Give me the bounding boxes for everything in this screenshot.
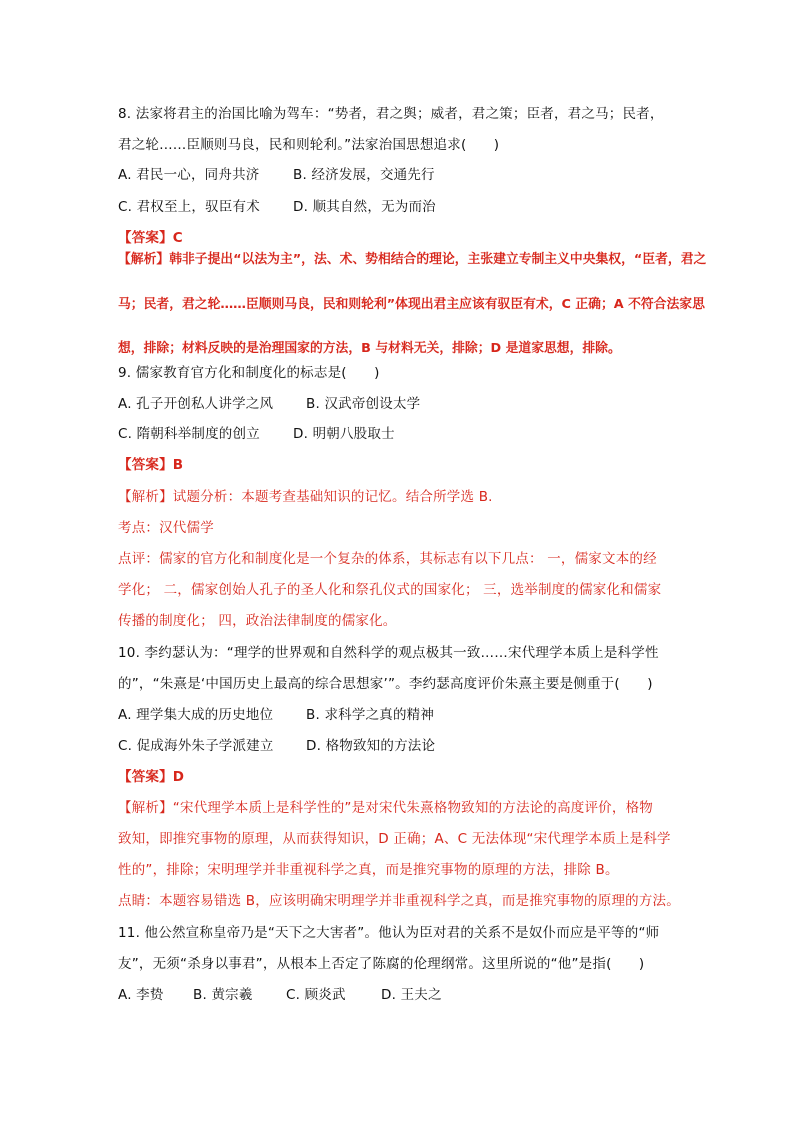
q9-option-d: D. 明朝八股取士 [293, 426, 395, 442]
q8-answer: 【答案】C [118, 230, 183, 246]
q9-option-c: C. 隋朝科举制度的创立 [118, 426, 260, 442]
q9-comment-line3: 传播的制度化； 四，政治法律制度的儒家化。 [118, 613, 397, 629]
q9-option-a: A. 孔子开创私人讲学之风 [118, 396, 274, 412]
q10-analysis-line3: 性的”，排除；宋明理学并非重视科学之真，而是推究事物的原理的方法，排除 B。 [118, 862, 619, 878]
q8-analysis-line1: 【解析】韩非子提出“以法为主”，法、术、势相结合的理论，主张建立专制主义中央集权，“臣者，君之 [118, 252, 707, 267]
q10-analysis-line2: 致知，即推究事物的原理，从而获得知识，D 正确；A、C 无法体现“宋代理学本质上是科学 [118, 831, 671, 847]
q8-option-d: D. 顺其自然，无为而治 [293, 199, 436, 215]
q8-option-c: C. 君权至上，驭臣有术 [118, 199, 260, 215]
q8-analysis-line2: 马；民者，君之轮……臣顺则马良，民和则轮利”体现出君主应该有驭臣有术，C 正确；A 不符合法家思 [118, 297, 705, 312]
q10-option-b: B. 求科学之真的精神 [306, 707, 435, 723]
q9-comment-line1: 点评：儒家的官方化和制度化是一个复杂的体系，其标志有以下几点： 一，儒家文本的经 [118, 551, 657, 567]
q10-option-c: C. 促成海外朱子学派建立 [118, 738, 274, 754]
q11-option-a: A. 李贽 [118, 987, 164, 1003]
q8-option-a: A. 君民一心，同舟共济 [118, 167, 260, 183]
q9-option-b: B. 汉武帝创设太学 [306, 396, 421, 412]
q9-comment-line2: 学化； 二，儒家创始人孔子的圣人化和祭孔仪式的国家化； 三，选举制度的儒家化和儒家 [118, 582, 662, 598]
q8-stem-line1: 8. 法家将君主的治国比喻为驾车：“势者，君之舆；威者，君之策；臣者，君之马；民者， [118, 106, 664, 122]
q10-answer: 【答案】D [118, 769, 185, 785]
q8-stem-line2: 君之轮……臣顺则马良，民和则轮利。”法家治国思想追求( ) [118, 137, 500, 153]
q10-stem-line1: 10. 李约瑟认为：“理学的世界观和自然科学的观点极其一致……宋代理学本质上是科学性 [118, 645, 659, 661]
q9-kaodian: 考点：汉代儒学 [118, 520, 214, 536]
q8-option-b: B. 经济发展，交通先行 [293, 167, 435, 183]
q9-stem: 9. 儒家教育官方化和制度化的标志是( ) [118, 365, 380, 381]
q10-option-d: D. 格物致知的方法论 [306, 738, 436, 754]
q10-option-a: A. 理学集大成的历史地位 [118, 707, 274, 723]
q9-analysis: 【解析】试题分析：本题考查基础知识的记忆。结合所学选 B. [118, 489, 493, 505]
q10-dianjing: 点睛：本题容易错选 B，应该明确宋明理学并非重视科学之真，而是推究事物的原理的方法。 [118, 893, 680, 909]
q11-option-c: C. 顾炎武 [286, 987, 346, 1003]
q11-stem-line2: 友”，无须“杀身以事君”，从根本上否定了陈腐的伦理纲常。这里所说的“他”是指( ) [118, 956, 645, 972]
q10-stem-line2: 的”，“朱熹是‘中国历史上最高的综合思想家’”。李约瑟高度评价朱熹主要是侧重于( ) [118, 676, 653, 692]
q8-analysis-line3: 想，排除；材料反映的是治理国家的方法，B 与材料无关，排除；D 是道家思想，排除。 [118, 341, 621, 356]
q11-option-b: B. 黄宗羲 [193, 987, 253, 1003]
q11-stem-line1: 11. 他公然宣称皇帝乃是“天下之大害者”。他认为臣对君的关系不是奴仆而应是平等的“师 [118, 925, 660, 941]
q9-answer: 【答案】B [118, 457, 184, 473]
q10-analysis-line1: 【解析】“宋代理学本质上是科学性的”是对宋代朱熹格物致知的方法论的高度评价，格物 [118, 800, 653, 816]
q11-option-d: D. 王夫之 [381, 987, 442, 1003]
